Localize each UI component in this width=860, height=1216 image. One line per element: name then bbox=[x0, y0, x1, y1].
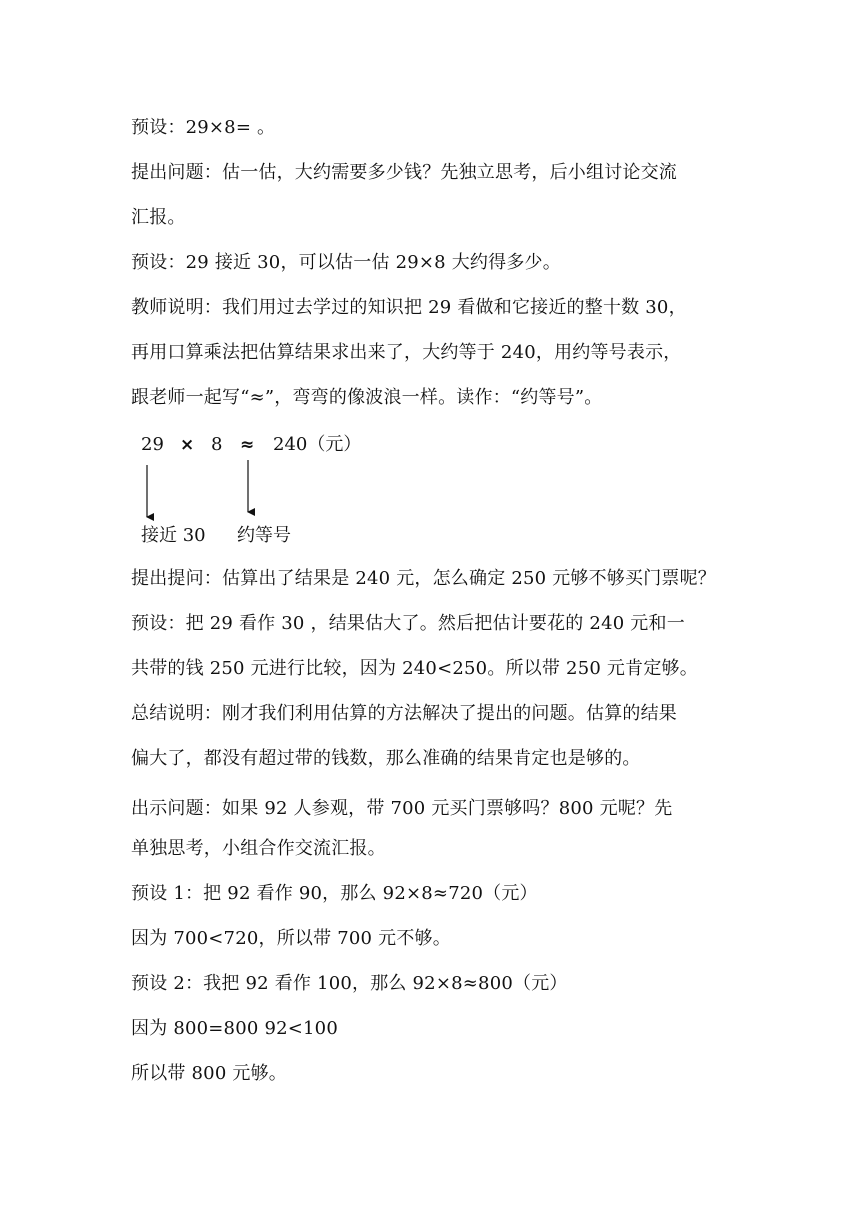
text-line: 所以带 800 元够。 bbox=[131, 1063, 287, 1084]
text-line: 因为 800=800 92<100 bbox=[131, 1018, 338, 1039]
text-line: 提出问题：估一估，大约需要多少钱？先独立思考，后小组讨论交流 bbox=[131, 162, 677, 183]
label-near-30: 接近 30 bbox=[141, 525, 206, 546]
result: 240（元） bbox=[273, 434, 362, 455]
text-line: 预设 1：把 92 看作 90，那么 92×8≈720（元） bbox=[131, 883, 538, 904]
text-line: 提出提问：估算出了结果是 240 元，怎么确定 250 元够不够买门票呢？ bbox=[131, 568, 716, 589]
text-line: 预设：29 接近 30，可以估一估 29×8 大约得多少。 bbox=[131, 252, 561, 273]
text-line: 教师说明：我们用过去学过的知识把 29 看做和它接近的整十数 30， bbox=[131, 297, 687, 318]
text-line: 预设：把 29 看作 30 ，结果估大了。然后把估计要花的 240 元和一 bbox=[131, 613, 685, 634]
text-line: 偏大了，都没有超过带的钱数，那么准确的结果肯定也是够的。 bbox=[131, 748, 641, 769]
factor-b: 8 bbox=[211, 434, 223, 455]
text-line: 预设：29×8= 。 bbox=[131, 117, 276, 138]
text-line: 总结说明：刚才我们利用估算的方法解决了提出的问题。估算的结果 bbox=[131, 703, 677, 724]
text-line: 因为 700<720，所以带 700 元不够。 bbox=[131, 928, 451, 949]
text-line: 出示问题：如果 92 人参观，带 700 元买门票够吗？800 元呢？先 bbox=[131, 798, 673, 819]
approx-sign: ≈ bbox=[240, 435, 255, 455]
label-approx-sign: 约等号 bbox=[237, 525, 291, 546]
text-line: 再用口算乘法把估算结果求出来了，大约等于 240，用约等号表示， bbox=[131, 342, 682, 363]
times-sign: × bbox=[180, 435, 195, 455]
text-line: 汇报。 bbox=[131, 207, 186, 228]
text-line: 预设 2：我把 92 看作 100，那么 92×8≈800（元） bbox=[131, 973, 568, 994]
text-line: 跟老师一起写“≈”，弯弯的像波浪一样。读作：“约等号”。 bbox=[131, 387, 603, 408]
factor-a: 29 bbox=[141, 434, 164, 455]
text-line: 共带的钱 250 元进行比较，因为 240<250。所以带 250 元肯定够。 bbox=[131, 658, 698, 679]
text-line: 单独思考，小组合作交流汇报。 bbox=[131, 838, 386, 859]
